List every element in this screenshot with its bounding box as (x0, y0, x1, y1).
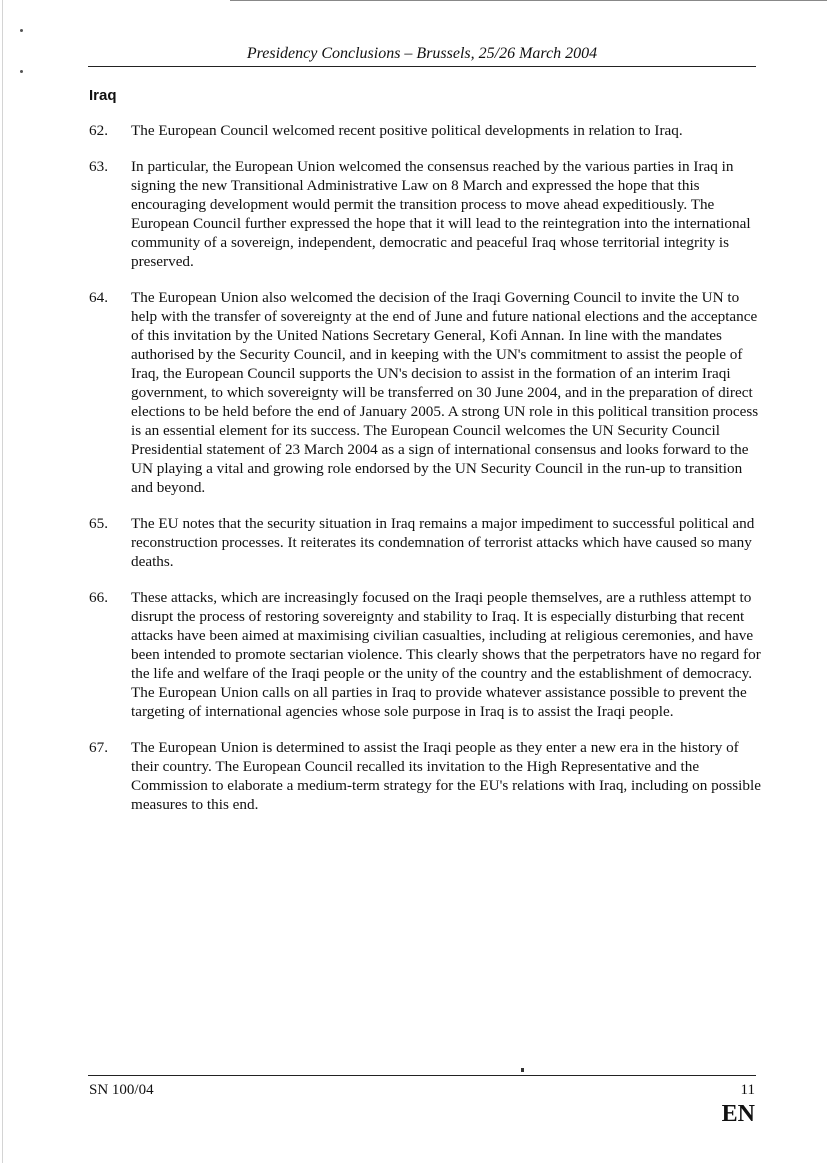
section-heading: Iraq (89, 87, 117, 104)
numbered-paragraph-list (89, 121, 761, 831)
paragraph-63 (89, 157, 761, 271)
paragraph-number: 67. (89, 739, 108, 756)
scan-edge-line (2, 0, 3, 1163)
document-reference: SN 100/04 (89, 1082, 154, 1098)
running-header-title: Presidency Conclusions – Brussels, 25/26 March 2004 (246, 45, 598, 62)
paragraph-text: The European Union is determined to assist the Iraqi people as they enter a new era in the history of their country. The European Council recalled its invitation to the High Representative and the Commission to elaborate a medium-term strategy for the EU's relations with Iraq, including on possible measures to this end. (131, 739, 761, 813)
scan-speck (20, 29, 23, 32)
header-divider (88, 66, 756, 67)
paragraph-number: 63. (89, 158, 108, 175)
paragraph-64 (89, 288, 761, 497)
paragraph-text: In particular, the European Union welcomed the consensus reached by the various parties in Iraq in signing the new Transitional Administrative Law on 8 March and expressed the hope that this encouraging development would permit the transition process to move ahead expeditiously. The European Council further expressed the hope that it will lead to the reintegration into the international community of a sovereign, independent, democratic and peaceful Iraq whose territorial integrity is preserved. (131, 158, 751, 270)
paragraph-text: The EU notes that the security situation in Iraq remains a major impediment to successful political and reconstruction processes. It reiterates its condemnation of terrorist attacks which have caused so many deaths. (131, 515, 755, 570)
language-code: EN (721, 1101, 755, 1127)
paragraph-number: 62. (89, 122, 108, 139)
paragraph-number: 66. (89, 589, 108, 606)
paragraph-66 (89, 588, 761, 721)
scan-border-line (230, 0, 827, 1)
paragraph-text: The European Union also welcomed the decision of the Iraqi Governing Council to invite the UN to help with the transfer of sovereignty at the end of June and future national elections and the acceptance of this invitation by the United Nations Secretary General, Kofi Annan. In line with the mandates authorised by the Security Council, and in keeping with the UN's commitment to assist the people of Iraq, the European Council supports the UN's decision to assist in the formation of an interim Iraqi government, to which sovereignty will be transferred on 30 June 2004, and in the preparation of direct elections to be held before the end of January 2005. A strong UN role in this political transition process is an essential element for its success. The European Council welcomes the UN Security Council Presidential statement of 23 March 2004 as a sign of international consensus and looks forward to the UN playing a vital and growing role endorsed by the UN Security Council in the run-up to transition and beyond. (131, 289, 759, 496)
paragraph-number: 65. (89, 515, 108, 532)
paragraph-67 (89, 738, 761, 814)
paragraph-text: These attacks, which are increasingly focused on the Iraqi people themselves, are a ruthless attempt to disrupt the process of restoring sovereignty and stability to Iraq. It is especially disturbing that recent attacks have been aimed at maximising civilian casualties, including at religious ceremonies, and have been intended to promote sectarian violence. This clearly shows that the perpetrators have no regard for the life and welfare of the Iraqi people or the unity of the country and the establishment of democracy. The European Union calls on all parties in Iraq to provide whatever assistance possible to prevent the targeting of international agencies whose sole purpose in Iraq is to assist the Iraqi people. (131, 589, 761, 720)
paragraph-62 (89, 121, 761, 140)
footer-divider (88, 1075, 756, 1076)
scan-speck (521, 1068, 524, 1072)
paragraph-text: The European Council welcomed recent positive political developments in relation to Iraq. (131, 122, 683, 139)
paragraph-number: 64. (89, 289, 108, 306)
paragraph-65 (89, 514, 761, 571)
scan-speck (20, 70, 23, 73)
page-number: 11 (740, 1082, 755, 1098)
